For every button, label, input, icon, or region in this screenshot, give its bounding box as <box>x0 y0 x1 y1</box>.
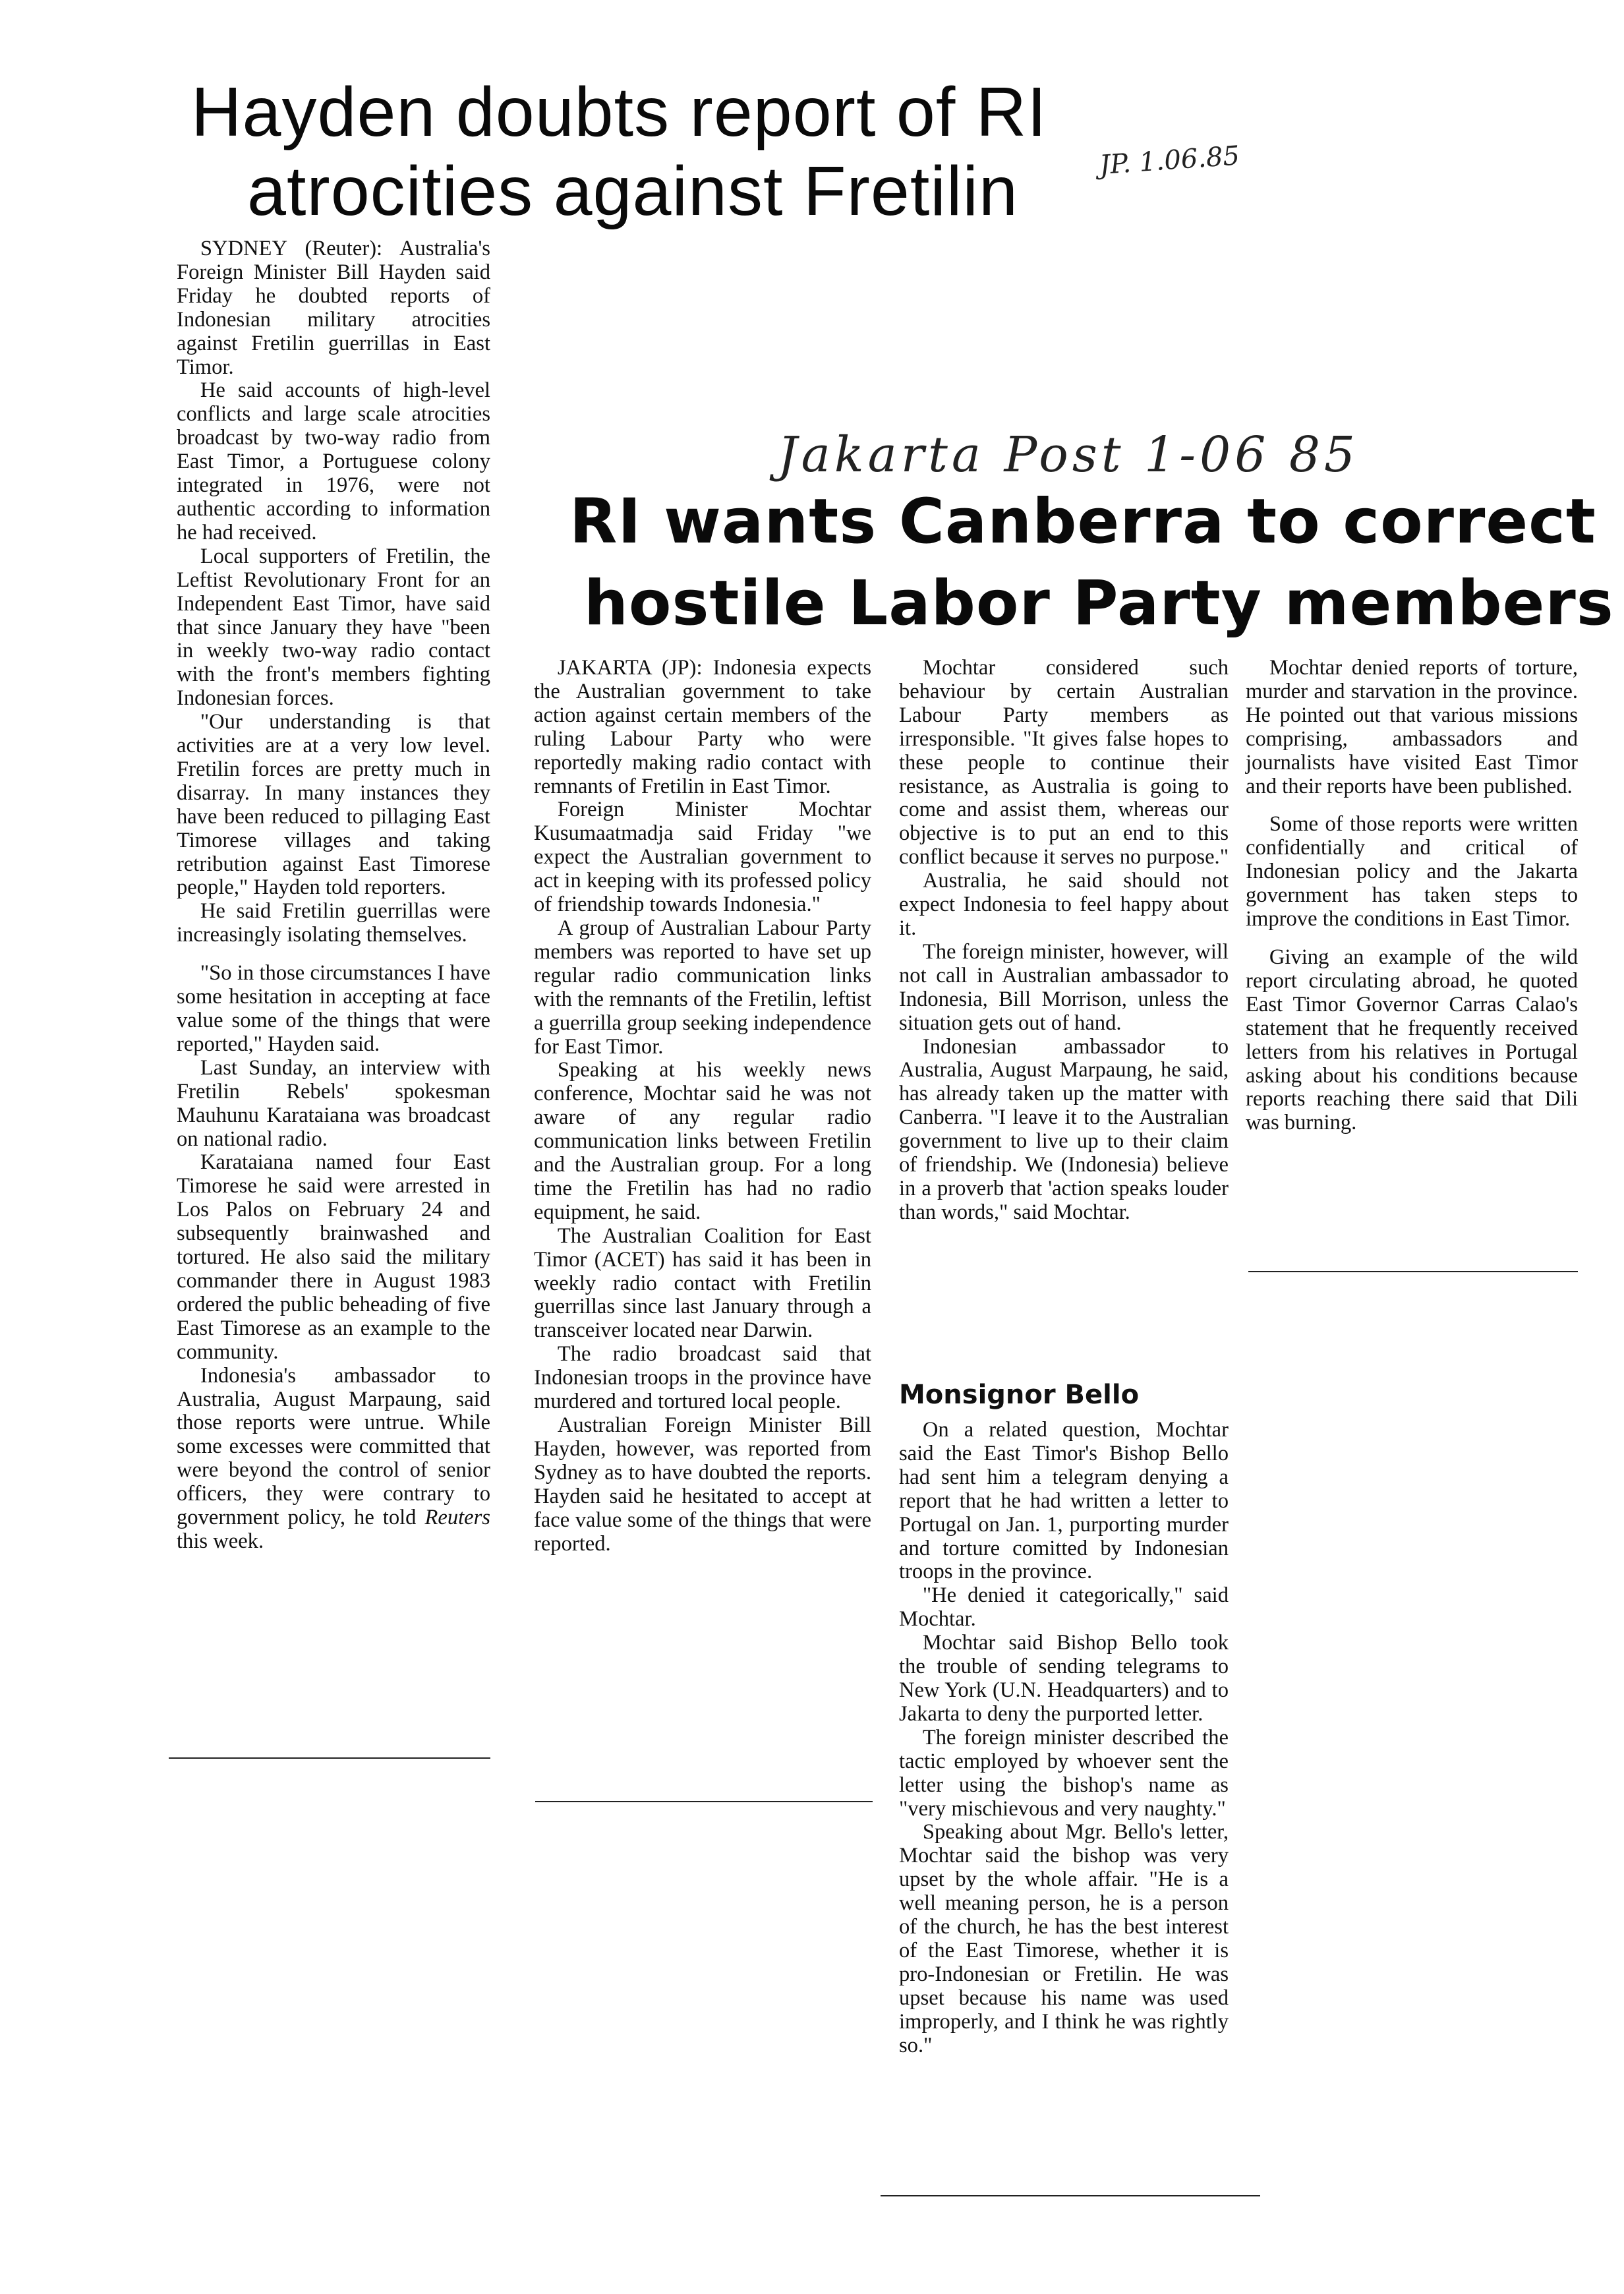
article2-paragraph: Foreign Minister Mochtar Kusumaatmadja said Friday "we expect the Australian government to act in keeping with its professed policy of friendship towards Indonesia." <box>534 798 871 917</box>
article1-last-text: Indonesia's ambassador to Australia, August Marpaung, said those reports were untrue. While some excesses were committed that were beyond the control of senior officers, they were contrary to government policy, he told <box>177 1363 490 1530</box>
article1-paragraph-last <box>177 1365 490 1554</box>
article2-paragraph: The foreign minister described the tactic employed by whoever sent the letter using the bishop's name as "very mischievous and very naughty." <box>899 1725 1229 1821</box>
article2-column2-end-rule <box>881 2195 1260 2196</box>
article1-last-tail: this week. <box>177 1529 264 1553</box>
article1-headline-line1: Hayden doubts report of RI <box>191 73 1047 151</box>
article2-paragraph: Mochtar denied reports of torture, murder and starvation in the province. He pointed out that various missions comprising, ambassadors and journalists have visited East Timor and their reports have been published. <box>1246 656 1578 798</box>
article2-paragraph: The Australian Coalition for East Timor (ACET) has said it has been in weekly radio contact with Fretilin guerrillas since last January through a transceiver located near Darwin. <box>534 1223 871 1343</box>
article2-paragraph: The foreign minister, however, will not call in Australian ambassador to Indonesia, Bill Morrison, unless the situation gets out of hand. <box>899 939 1229 1035</box>
article1-paragraph: Local supporters of Fretilin, the Leftist Revolutionary Front for an Independent East Timor, have said that since January they have "been in weekly two-way radio contact with the front's members fighting Indonesian forces. <box>177 544 490 711</box>
article2-paragraph: Mochtar considered such behaviour by certain Australian Labour Party members as irresponsible. "It gives false hopes to these people to continue their resistance, as Australia is going to come and assist them, whereas our objective is to put an end to this conflict because it serves no purpose." <box>899 656 1229 869</box>
article1-paragraph: Last Sunday, an interview with Fretilin Rebels' spokesman Mauhunu Karataiana was broadcast on national radio. <box>177 1055 490 1151</box>
article2-column2 <box>899 657 1229 1225</box>
article1-paragraph: Karataiana named four East Timorese he said were arrested in Los Palos on February 24 and subsequently brainwashed and tortured. He also said the military commander there in August 1983 ordered the public beheading of five East Timorese as an example to the community. <box>177 1150 490 1364</box>
article2-paragraph: Indonesian ambassador to Australia, August Marpaung, he said, has already taken up the matter with Canberra. "I leave it to the Australian government to live up to their claim of friendship. We (Indonesia) believe in a proverb that 'action speaks louder than words," said Mochtar. <box>899 1034 1229 1224</box>
article1-headline-line2: atrocities against Fretilin <box>247 152 1018 230</box>
article2-paragraph: Some of those reports were written confidentially and critical of Indonesian policy and the Jakarta government has taken steps to improve the conditions in East Timor. <box>1246 812 1578 931</box>
article2-paragraph: A group of Australian Labour Party members was reported to have set up regular radio communication links with the remnants of the Fretilin, leftist a guerrilla group seeking independence for East Timor. <box>534 916 871 1059</box>
article2-column3 <box>1246 657 1578 1135</box>
article1-handwritten-date: JP. 1.06.85 <box>1098 140 1241 181</box>
article2-paragraph: Giving an example of the wild report circulating abroad, he quoted East Timor Governor Carras Calao's statement that he frequently received letters from his relatives in Portugal asking about his conditions because reports reaching there said that Dili was burning. <box>1246 945 1578 1135</box>
article2-paragraph: Australian Foreign Minister Bill Hayden, however, was reported from Sydney as to have doubted the reports. Hayden said he hesitated to accept at face value some of the things that were reported. <box>534 1413 871 1556</box>
article1-reuters-italic: Reuters <box>424 1506 490 1530</box>
article2-paragraph: The radio broadcast said that Indonesian troops in the province have murdered and tortured local people. <box>534 1342 871 1414</box>
article2-paragraph: Mochtar said Bishop Bello took the trouble of sending telegrams to New York (U.N. Headquarters) and to Jakarta to deny the purported letter. <box>899 1631 1229 1726</box>
article1-paragraph: "Our understanding is that activities are at a very low level. Fretilin forces are pretty much in disarray. In many instances they have been reduced to pillaging East Timorese villages and taking retribution against East Timorese people," Hayden told reporters. <box>177 710 490 900</box>
article2-column1-end-rule <box>535 1801 873 1802</box>
article2-paragraph: Speaking at his weekly news conference, Mochtar said he was not aware of any regular radio communication links between Fretilin and the Australian group. For a long time the Fretilin has had no radio equipment, he said. <box>534 1058 871 1224</box>
article1-paragraph: SYDNEY (Reuter): Australia's Foreign Minister Bill Hayden said Friday he doubted reports of Indonesian military atrocities against Fretilin guerrillas in East Timor. <box>177 237 490 379</box>
article2-headline-line2: hostile Labor Party members <box>584 568 1614 639</box>
article1-paragraph: "So in those circumstances I have some hesitation in accepting at face value some of the things that were reported," Hayden said. <box>177 961 490 1056</box>
article2-column3-end-rule <box>1248 1271 1578 1272</box>
article1-paragraph: He said Fretilin guerrillas were increasingly isolating themselves. <box>177 899 490 947</box>
article1-paragraph: He said accounts of high-level conflicts and large scale atrocities broadcast by two-way radio from East Timor, a Portuguese colony integrated in 1976, were not authentic according to information he had received. <box>177 378 490 544</box>
article2-subhead: Monsignor Bello <box>899 1380 1140 1410</box>
article2-column2-continued <box>899 1419 1229 2057</box>
article2-paragraph: Speaking about Mgr. Bello's letter, Mochtar said the bishop was very upset by the whole affair. "He is a well meaning person, he is a person of the church, he has the best interest of the East Timorese, whether it is pro-Indonesian or Fretilin. He was upset because his name was used improperly, and I think he was rightly so." <box>899 1820 1229 2057</box>
article2-paragraph: Australia, he said should not expect Indonesia to feel happy about it. <box>899 869 1229 940</box>
article2-column1 <box>534 657 871 1556</box>
article1-end-rule <box>169 1757 490 1759</box>
article2-handwritten-annotation: Jakarta Post 1-06 85 <box>778 426 1360 483</box>
article2-paragraph: "He denied it categorically," said Mochtar. <box>899 1583 1229 1632</box>
article2-headline-line1: RI wants Canberra to correct <box>569 486 1596 558</box>
article1-body-column <box>177 237 490 1554</box>
article2-paragraph: JAKARTA (JP): Indonesia expects the Australian government to take action against certain members of the ruling Labour Party who were reportedly making radio contact with remnants of Fretilin in East Timor. <box>534 656 871 798</box>
article2-paragraph: On a related question, Mochtar said the East Timor's Bishop Bello had sent him a telegram denying a report that he had written a letter to Portugal on Jan. 1, purporting murder and torture comitted by Indonesian troops in the province. <box>899 1418 1229 1584</box>
